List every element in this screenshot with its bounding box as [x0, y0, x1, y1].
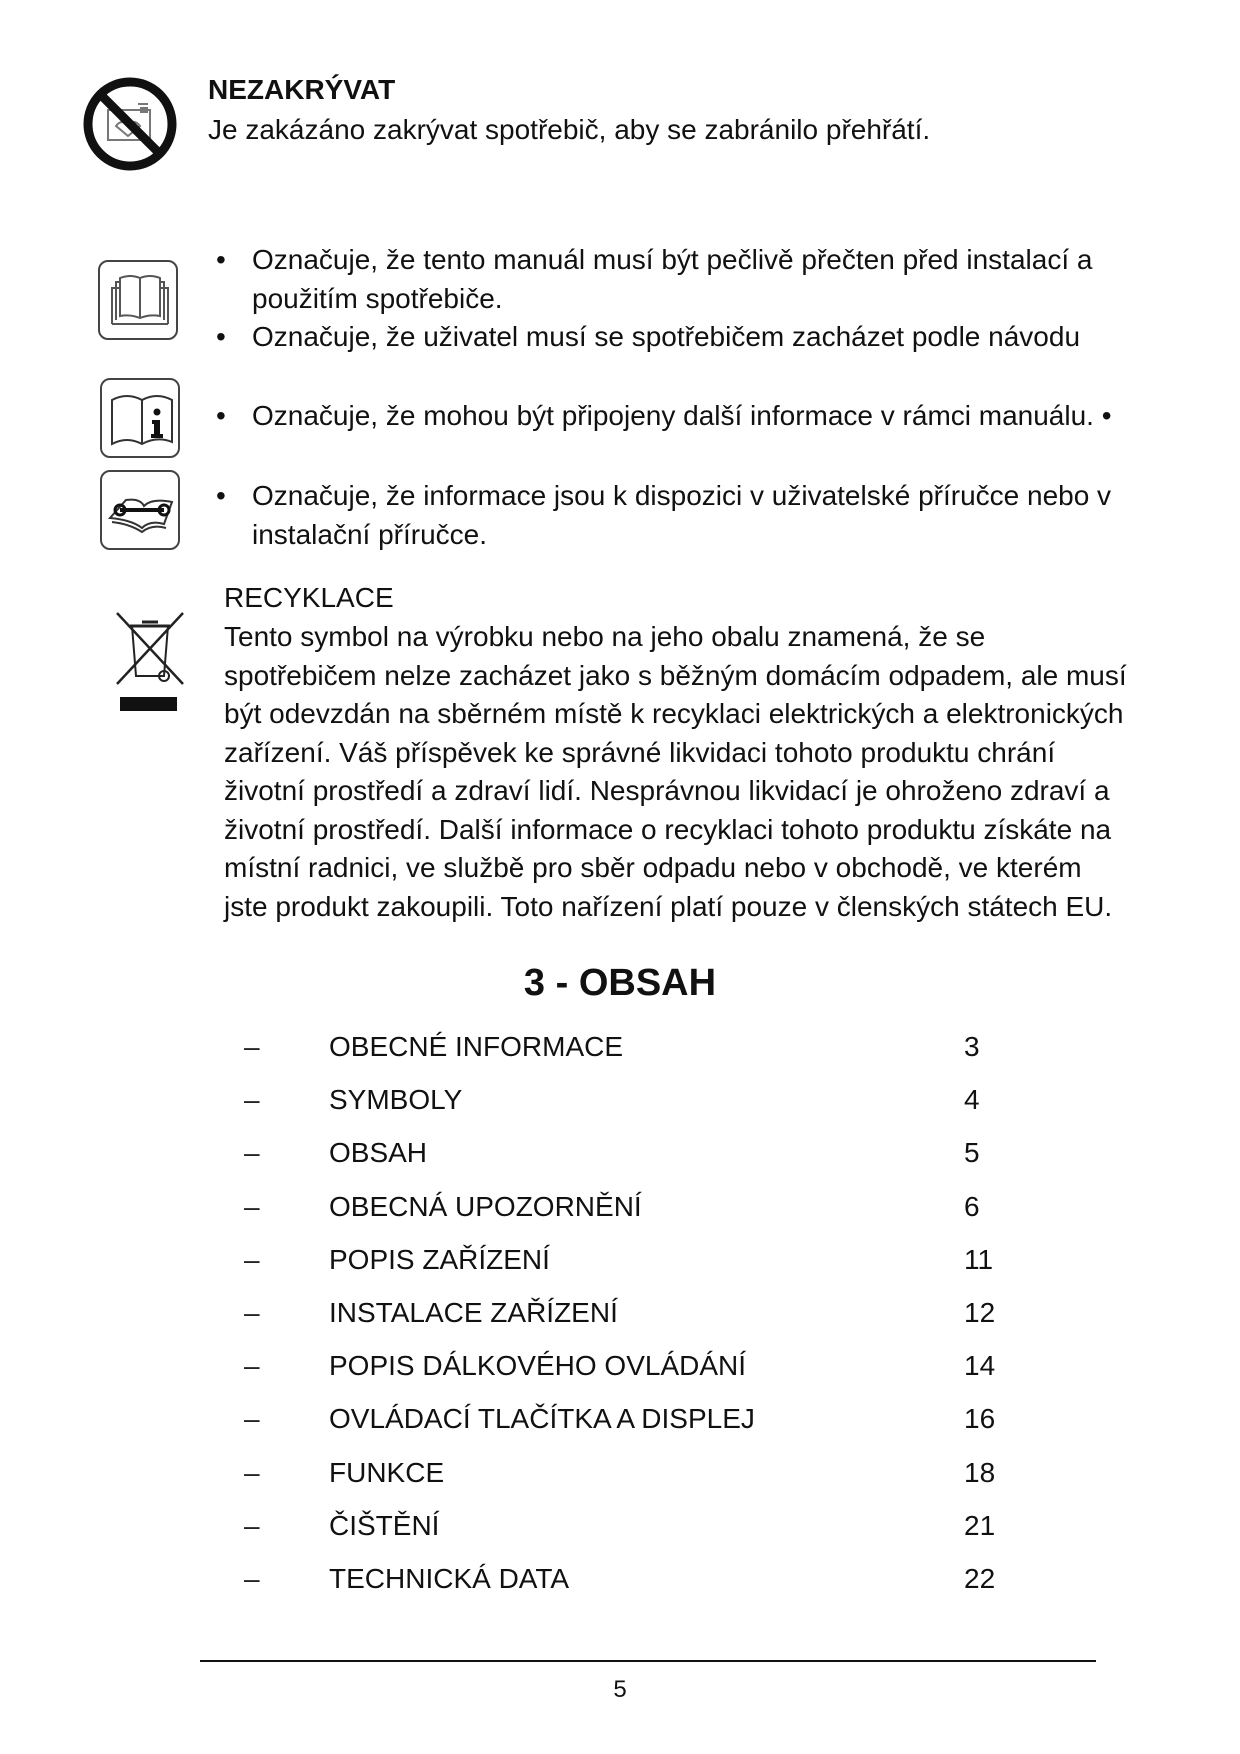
bullet-line: instalační příručce.: [252, 518, 487, 550]
toc-entry-title: OBECNÁ UPOZORNĚNÍ: [329, 1190, 642, 1222]
toc-entry-page: 18: [964, 1456, 996, 1488]
toc-dash: –: [244, 1350, 260, 1382]
toc-dash: –: [244, 1084, 260, 1116]
toc-dash: –: [244, 1456, 260, 1488]
toc-entry-page: 5: [964, 1137, 980, 1169]
paragraph-line: Tento symbol na výrobku nebo na jeho obalu znamená, že se: [224, 621, 986, 652]
toc-entry-title: ČIŠTĚNÍ: [329, 1509, 440, 1541]
bullet-line: použitím spotřebiče.: [252, 282, 503, 314]
toc-entry[interactable]: [244, 1133, 1044, 1173]
footer-page-number: 5: [613, 1676, 627, 1703]
bullet-line: Označuje, že uživatel musí se spotřebičem zacházet podle návodu: [252, 321, 1081, 352]
toc-entry[interactable]: [244, 1080, 1044, 1120]
toc-entry-page: 16: [964, 1403, 996, 1435]
read-manual-icon: [98, 260, 178, 340]
toc-entry[interactable]: [244, 1293, 1044, 1333]
footer-rule: [200, 1660, 1096, 1662]
toc-entry[interactable]: [244, 1559, 1044, 1599]
bullet-line: Označuje, že informace jsou k dispozici v uživatelské příručce nebo v: [252, 480, 1112, 511]
paragraph-line: jste produkt zakoupili. Toto nařízení platí pouze v členských státech EU.: [224, 890, 1113, 922]
cover-warning-text: Je zakázáno zakrývat spotřebič, aby se zabránilo přehřátí.: [208, 114, 931, 145]
toc-heading: 3 - OBSAH: [523, 962, 717, 1004]
paragraph-line: spotřebičem nelze zacházet jako s běžným domácím odpadem, ale musí: [224, 659, 1127, 691]
toc-entry-page: 22: [964, 1563, 996, 1594]
toc-dash: –: [244, 1243, 260, 1275]
paragraph-line: místní radnici, ve službě pro sběr odpadu nebo v obchodě, ve kterém: [224, 852, 1082, 883]
bullet-dot: •: [216, 321, 226, 352]
toc-entry-title: OBECNÉ INFORMACE: [329, 1031, 624, 1062]
toc-entry-title: POPIS DÁLKOVÉHO OVLÁDÁNÍ: [329, 1350, 747, 1382]
toc-dash: –: [244, 1297, 260, 1328]
recycling-paragraph: [224, 618, 1127, 926]
toc-dash: –: [244, 1403, 260, 1435]
toc-entry[interactable]: [244, 1399, 1044, 1439]
paragraph-line: životní prostředí a zdraví lidí. Nesprávnou likvidací je ohroženo zdraví a: [224, 775, 1110, 806]
bullet-dot: •: [216, 480, 226, 511]
toc-entry-page: 12: [964, 1297, 996, 1328]
toc-entry-title: TECHNICKÁ DATA: [329, 1563, 570, 1594]
toc-entry-page: 3: [964, 1031, 980, 1062]
toc-dash: –: [244, 1190, 260, 1222]
weee-crossed-bin-icon: [114, 610, 186, 714]
toc-entry[interactable]: [244, 1240, 1044, 1280]
toc-entry[interactable]: [244, 1346, 1044, 1386]
bullet-dot: •: [216, 244, 226, 275]
toc-entry-page: 4: [964, 1084, 980, 1116]
toc-entry-title: INSTALACE ZAŘÍZENÍ: [329, 1297, 618, 1328]
cover-warning-title: NEZAKRÝVAT: [208, 74, 396, 105]
toc-entry-title: POPIS ZAŘÍZENÍ: [329, 1243, 550, 1275]
toc-entry-page: 6: [964, 1190, 980, 1222]
toc-entry[interactable]: [244, 1453, 1044, 1493]
paragraph-line: životní prostředí. Další informace o recyklaci tohoto produktu získáte na: [224, 813, 1112, 845]
bullet-line: Označuje, že mohou být připojeny další informace v rámci manuálu. •: [252, 400, 1112, 431]
installation-manual-icon: [100, 470, 180, 550]
toc-entry-page: 21: [964, 1509, 996, 1541]
toc-entry-title: OBSAH: [329, 1137, 428, 1169]
bullet-line: Označuje, že tento manuál musí být pečlivě přečten před instalací a: [252, 244, 1093, 275]
toc-dash: –: [244, 1031, 260, 1062]
toc-entry-page: 11: [964, 1243, 994, 1275]
toc-entry-page: 14: [964, 1350, 996, 1382]
toc-entry-title: OVLÁDACÍ TLAČÍTKA A DISPLEJ: [329, 1403, 755, 1435]
toc-dash: –: [244, 1509, 260, 1541]
toc-entry-title: FUNKCE: [329, 1456, 445, 1488]
toc-entry[interactable]: [244, 1187, 1044, 1227]
toc-dash: –: [244, 1137, 260, 1169]
paragraph-line: být odevzdán na sběrném místě k recyklaci elektrických a elektronických: [224, 698, 1124, 729]
info-manual-icon: [100, 378, 180, 458]
toc-entry-title: SYMBOLY: [329, 1084, 463, 1116]
paragraph-line: zařízení. Váš příspěvek ke správné likvidaci tohoto produktu chrání: [224, 736, 1056, 768]
toc-entry[interactable]: [244, 1027, 1044, 1067]
bullet-dot: •: [216, 400, 226, 431]
recycling-title: RECYKLACE: [224, 582, 394, 613]
toc-dash: –: [244, 1563, 260, 1594]
toc-entry[interactable]: [244, 1506, 1044, 1546]
do-not-cover-icon: [82, 76, 178, 172]
